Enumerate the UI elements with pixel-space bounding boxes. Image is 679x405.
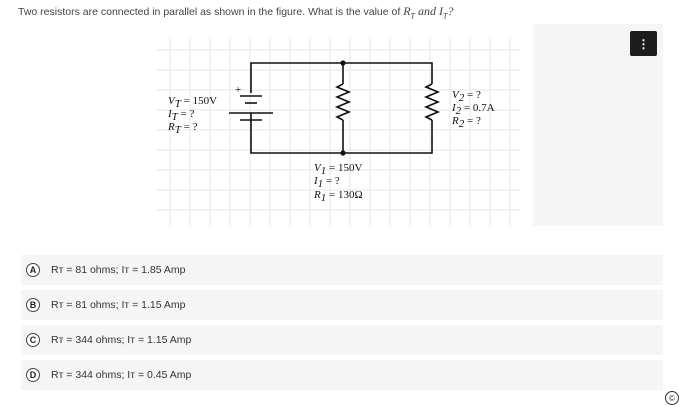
option-d[interactable] (21, 360, 663, 390)
r2-voltage-label: V2 = ? (452, 89, 481, 104)
r1-current-label: I1 = ? (314, 175, 340, 190)
var-i-sub: T (443, 11, 448, 21)
r1-resistance-label: R1 = 130Ω (314, 189, 363, 204)
copyright-icon: © (665, 391, 679, 405)
battery-symbol (229, 96, 273, 127)
option-c-text: Rᴛ = 344 ohms; Iᴛ = 1.15 Amp (51, 334, 192, 346)
circuit-wires (251, 63, 432, 153)
option-d-text: Rᴛ = 344 ohms; Iᴛ = 0.45 Amp (51, 369, 192, 381)
resistor-r1 (337, 84, 349, 120)
option-d-letter: D (26, 368, 40, 382)
question-mark: ? (447, 4, 454, 18)
option-b-text: Rᴛ = 81 ohms; Iᴛ = 1.15 Amp (51, 299, 186, 311)
more-vert-icon[interactable]: ⋮ (630, 31, 657, 56)
source-current-label: IT = ? (168, 108, 195, 123)
source-resistance-label: RT = ? (168, 121, 198, 136)
and-word: and (415, 4, 439, 18)
option-c-letter: C (26, 333, 40, 347)
question-text (18, 4, 453, 20)
question-variables (403, 4, 454, 21)
r2-resistance-label: R2 = ? (452, 115, 481, 130)
option-a[interactable] (21, 255, 663, 285)
r2-current-label: I2 = 0.7A (452, 102, 495, 117)
circuit-diagram (156, 38, 520, 226)
option-c[interactable] (21, 325, 663, 355)
var-i: I (439, 4, 443, 18)
source-voltage-label: VT = 150V (168, 95, 218, 110)
option-b-letter: B (26, 298, 40, 312)
question-prompt: Two resistors are connected in parallel as shown in the figure. What is the value of (18, 6, 401, 18)
circuit-figure (156, 38, 520, 226)
option-b[interactable] (21, 290, 663, 320)
resistor-r2 (426, 84, 438, 120)
plus-sign: + (235, 84, 242, 96)
option-a-letter: A (26, 263, 40, 277)
option-a-text: Rᴛ = 81 ohms; Iᴛ = 1.85 Amp (51, 264, 186, 276)
r1-voltage-label: V1 = 150V (314, 162, 363, 177)
var-r: R (403, 4, 411, 18)
var-r-sub: T (410, 11, 415, 21)
